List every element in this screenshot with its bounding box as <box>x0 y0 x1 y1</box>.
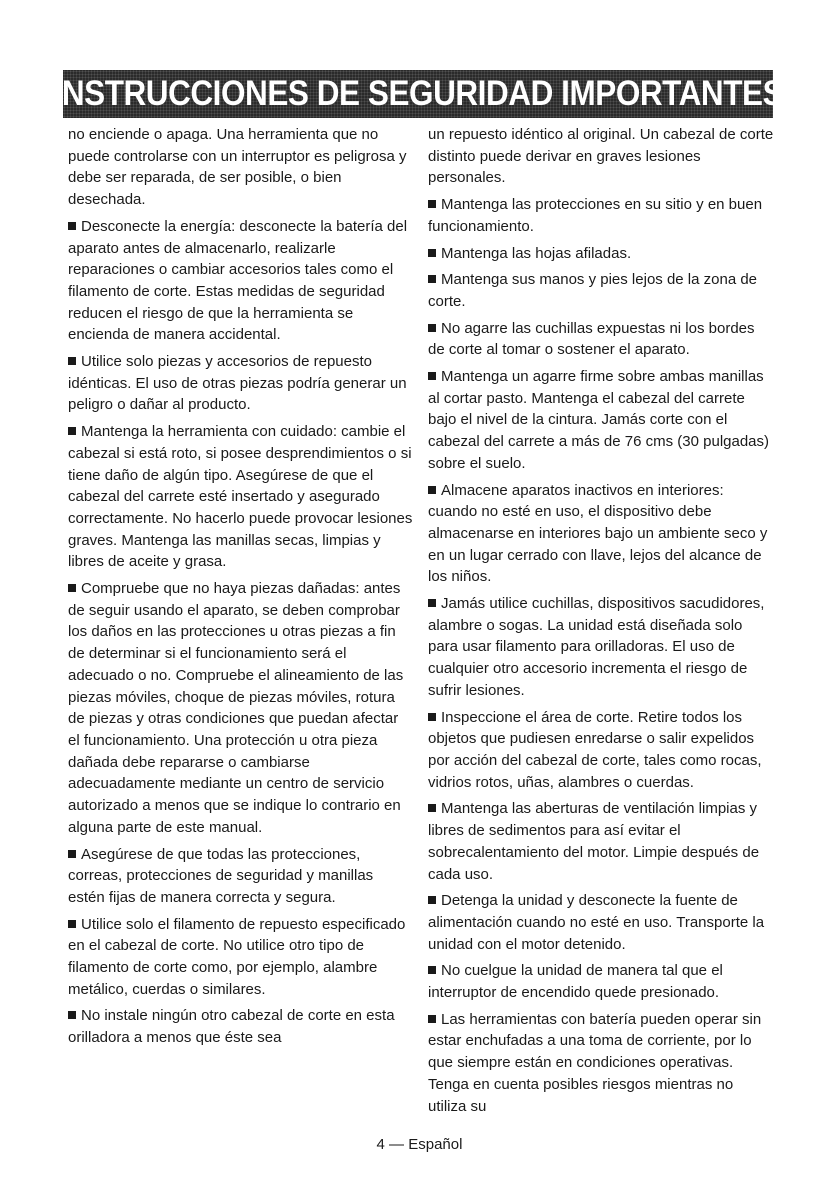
list-item <box>68 1005 414 1048</box>
list-item-text: Inspeccione el área de corte. Retire todos los objetos que pudiesen enredarse o salir expelidos por acción del cabezal de corte, tales como rocas, vidrios rotos, uñas, alambres o cuerdas. <box>428 708 762 791</box>
page-footer <box>0 1136 839 1153</box>
list-item <box>428 269 774 312</box>
square-bullet-icon <box>428 486 436 494</box>
square-bullet-icon <box>428 896 436 904</box>
square-bullet-icon <box>428 966 436 974</box>
list-item <box>428 194 774 237</box>
list-item-text: Mantenga un agarre firme sobre ambas manillas al cortar pasto. Mantenga el cabezal del carrete bajo el nivel de la cintura. Jamás corte con el cabezal del carrete a más de 76 cms (30 pulgadas) sobre el suelo. <box>428 368 770 472</box>
square-bullet-icon <box>428 200 436 208</box>
list-item-text: Mantenga las hojas afiladas. <box>441 244 632 262</box>
list-item <box>428 960 774 1003</box>
square-bullet-icon <box>68 1011 76 1019</box>
square-bullet-icon <box>68 584 76 592</box>
square-bullet-icon <box>68 427 76 435</box>
list-item-text: Mantenga las aberturas de ventilación limpias y libres de sedimentos para así evitar el sobrecalentamiento del motor. Limpie después de cada uso. <box>428 800 760 883</box>
square-bullet-icon <box>428 1015 436 1023</box>
list-item-text: No cuelgue la unidad de manera tal que el interruptor de encendido quede presionado. <box>428 962 723 1002</box>
square-bullet-icon <box>428 372 436 380</box>
list-item-text: Almacene aparatos inactivos en interiores: cuando no esté en uso, el dispositivo debe almacenarse en interiores bajo un ambiente seco y en un lugar cerrado con llave, lejos del alcance de los niños. <box>428 481 768 586</box>
list-item <box>68 351 414 416</box>
list-item-text: Desconecte la energía: desconecte la batería del aparato antes de almacenarlo, realizarle reparaciones o cambiar accesorios tales como el filamento de corte. Estas medidas de seguridad reducen el riesgo de que la herramienta se encienda de manera accidental. <box>68 217 408 344</box>
square-bullet-icon <box>428 249 436 257</box>
list-item <box>428 798 774 885</box>
square-bullet-icon <box>68 920 76 928</box>
page-number: 4 — Español <box>376 1136 463 1153</box>
left-column <box>68 124 414 1054</box>
right-column <box>428 124 774 1122</box>
list-item-text: Detenga la unidad y desconecte la fuente de alimentación cuando no esté en uso. Transporte la unidad con el motor detenido. <box>428 892 765 953</box>
square-bullet-icon <box>428 275 436 283</box>
square-bullet-icon <box>68 357 76 365</box>
list-item <box>428 593 774 702</box>
page-title: INSTRUCCIONES DE SEGURIDAD IMPORTANTES <box>53 74 783 113</box>
list-item <box>428 480 774 589</box>
list-item-text: Utilice solo piezas y accesorios de repuesto idénticas. El uso de otras piezas podría generar un peligro o dañar al producto. <box>68 353 407 414</box>
section-banner <box>53 70 783 118</box>
list-item <box>428 243 774 265</box>
list-item-text: No agarre las cuchillas expuestas ni los bordes de corte al tomar o sostener el aparato. <box>428 319 755 359</box>
list-item <box>68 844 414 909</box>
list-item-text: Utilice solo el filamento de repuesto especificado en el cabezal de corte. No utilice otro tipo de filamento de corte como, por ejemplo, alambre metálico, cuerdas o similares. <box>68 915 406 998</box>
list-item <box>68 421 414 573</box>
paragraph: un repuesto idéntico al original. Un cabezal de corte distinto puede derivar en graves lesiones personales. <box>428 126 774 187</box>
square-bullet-icon <box>68 850 76 858</box>
list-item-text: No instale ningún otro cabezal de corte en esta orilladora a menos que éste sea <box>68 1007 395 1047</box>
list-item-text: Mantenga sus manos y pies lejos de la zona de corte. <box>428 271 758 310</box>
list-item-text: Mantenga la herramienta con cuidado: cambie el cabezal si está roto, si posee desprendimientos o si tiene daño de algún tipo. Asegúrese de que el cabezal del carrete esté insertado y asegurado correctamente. No hacerlo puede provocar lesiones graves. Mantenga las manillas secas, limpias y libres de aceite y grasa. <box>68 423 413 571</box>
square-bullet-icon <box>428 804 436 812</box>
list-item <box>68 914 414 1001</box>
list-item-text: Mantenga las protecciones en su sitio y en buen funcionamiento. <box>428 196 763 235</box>
list-item <box>428 1009 774 1118</box>
square-bullet-icon <box>428 713 436 721</box>
list-item <box>68 216 414 346</box>
square-bullet-icon <box>428 324 436 332</box>
list-item <box>428 366 774 475</box>
list-item-text: Compruebe que no haya piezas dañadas: antes de seguir usando el aparato, se deben comprobar los daños en las protecciones u otras piezas a fin de determinar si el funcionamiento será el adecuado o no. Compruebe el alineamiento de las piezas móviles, choque de piezas móviles, rotura de piezas y otras condiciones que puedan afectar el funcionamiento. Una protección u otra pieza dañada debe repararse o cambiarse adecuadamente mediante un centro de servicio autorizado a menos que se indique lo contrario en alguna parte de este manual. <box>68 580 404 836</box>
list-item <box>428 318 774 361</box>
list-item-text: Las herramientas con batería pueden operar sin estar enchufadas a una toma de corriente, por lo que siempre están en condiciones operativas. Tenga en cuenta posibles riesgos mientras no utiliza su <box>428 1010 762 1115</box>
square-bullet-icon <box>68 222 76 230</box>
list-item <box>428 890 774 955</box>
paragraph: no enciende o apaga. Una herramienta que no puede controlarse con un interruptor es peligrosa y debe ser reparada, de ser posible, o bien desechada. <box>68 126 407 209</box>
square-bullet-icon <box>428 599 436 607</box>
list-item <box>68 578 414 838</box>
list-item-text: Jamás utilice cuchillas, dispositivos sacudidores, alambre o sogas. La unidad está diseñada solo para usar filamento para orilladoras. El uso de cualquier otro accesorio incrementa el riesgo de sufrir lesiones. <box>428 595 765 699</box>
list-item <box>428 707 774 794</box>
list-item-text: Asegúrese de que todas las protecciones, correas, protecciones de seguridad y manillas estén fijas de manera correcta y segura. <box>68 845 374 906</box>
